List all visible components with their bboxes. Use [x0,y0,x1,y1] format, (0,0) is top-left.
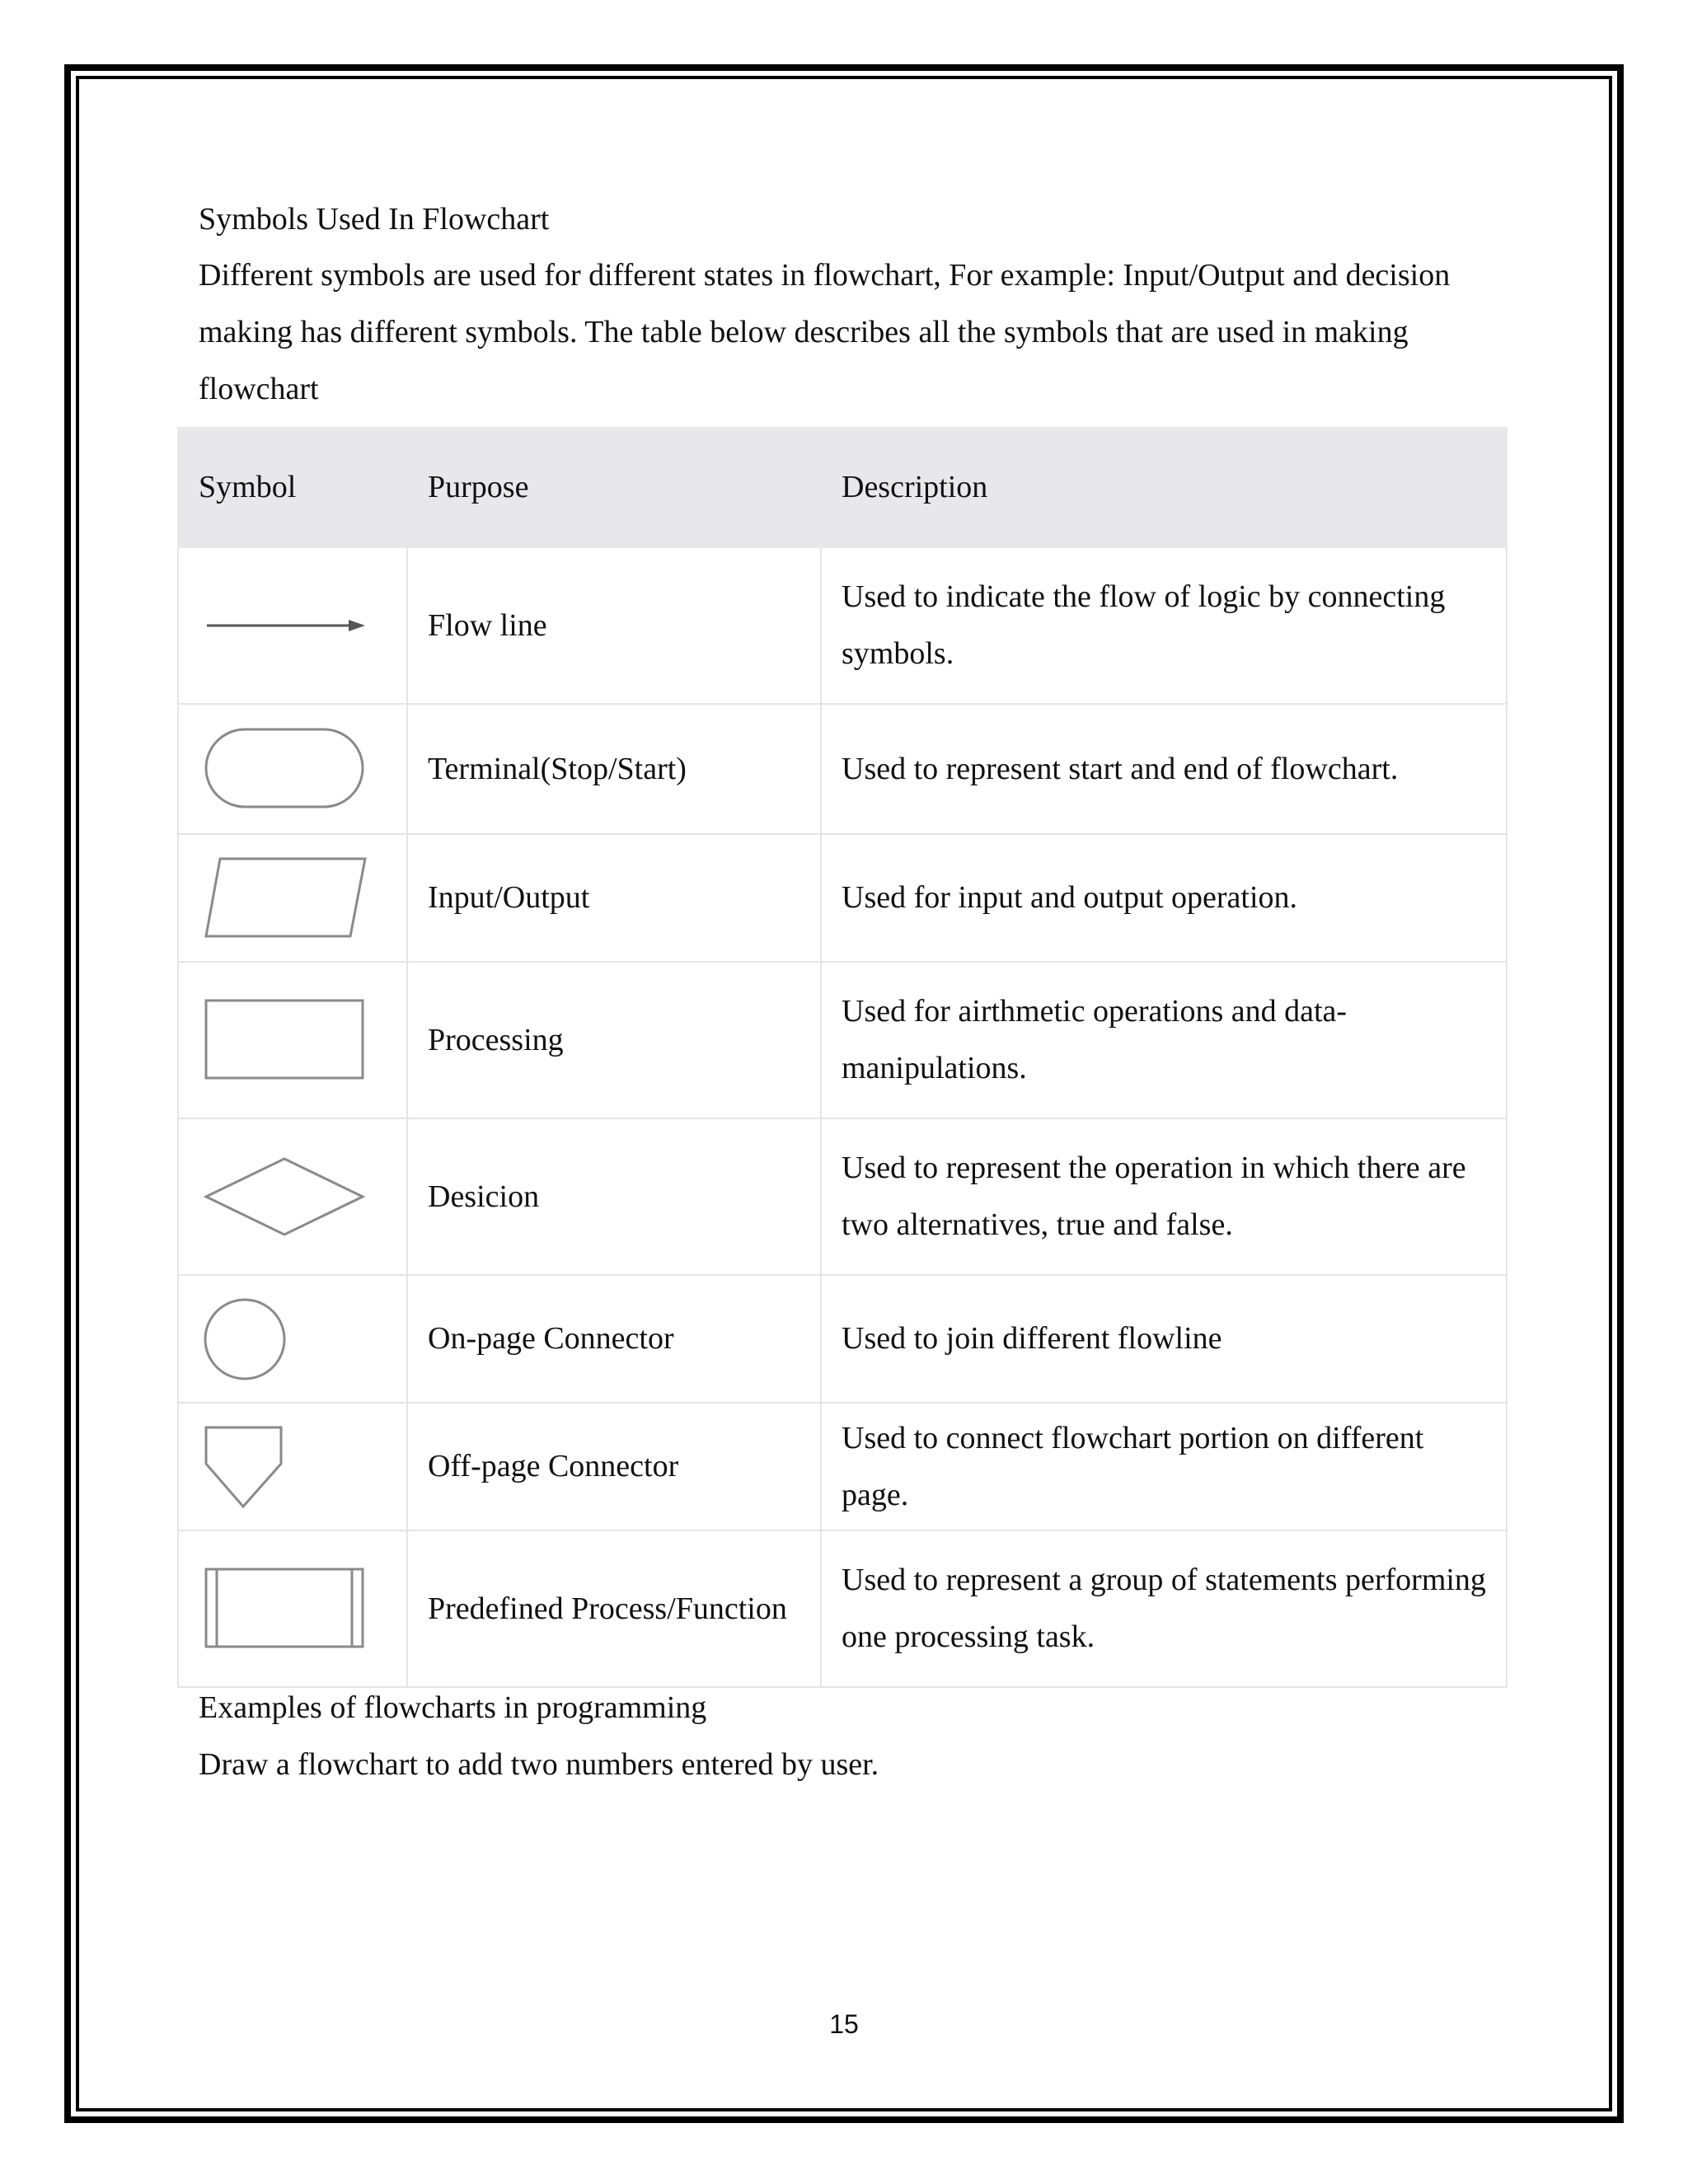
description-cell: Used to represent the operation in which there are two alternatives, true and false. [821,1118,1507,1275]
symbol-cell [178,1403,407,1530]
decision-diamond-icon [204,1154,368,1240]
table-row [178,547,1507,704]
purpose-cell: Off-page Connector [407,1403,821,1530]
symbol-cell [178,704,407,834]
description-cell: Used to indicate the flow of logic by connecting symbols. [821,547,1507,704]
purpose-cell: On-page Connector [407,1275,821,1403]
purpose-cell: Predefined Process/Function [407,1530,821,1687]
page-number: 15 [829,2009,859,2039]
symbol-cell [178,1530,407,1687]
symbol-cell [178,547,407,704]
off-page-connector-pentagon-icon [204,1424,368,1510]
intro-paragraph: Different symbols are used for different states in flowchart, For example: Input/Output and decision making has different symbols. The table below describes all the symbols that are used in making flowchart [199,258,1451,406]
symbol-cell [178,834,407,962]
purpose-cell: Processing [407,962,821,1118]
terminal-rounded-rect-icon [204,726,368,812]
description-cell: Used for airthmetic operations and data-manipulations. [821,962,1507,1118]
description-cell: Used to represent start and end of flowchart. [821,704,1507,834]
on-page-connector-circle-icon [204,1296,368,1382]
table-row [178,834,1507,962]
table-row [178,1275,1507,1403]
section-title: Symbols Used In Flowchart [199,202,550,237]
processing-rectangle-icon [204,997,368,1083]
description-cell: Used to join different flowline [821,1275,1507,1403]
symbol-cell [178,962,407,1118]
header-symbol: Symbol [178,428,407,547]
symbol-cell [178,1275,407,1403]
table-row [178,1403,1507,1530]
examples-heading: Examples of flowcharts in programming [199,1690,707,1725]
examples-task: Draw a flowchart to add two numbers entered by user. [199,1747,879,1782]
header-description: Description [821,428,1507,547]
table-row [178,1530,1507,1687]
examples-section [199,1680,1517,1793]
table-header-row [178,428,1507,547]
header-purpose: Purpose [407,428,821,547]
purpose-cell: Input/Output [407,834,821,962]
description-cell: Used for input and output operation. [821,834,1507,962]
purpose-cell: Desicion [407,1118,821,1275]
flowchart-symbols-table [177,427,1507,1688]
purpose-cell: Terminal(Stop/Start) [407,704,821,834]
table-row [178,704,1507,834]
input-output-parallelogram-icon [204,855,368,941]
description-cell: Used to represent a group of statements performing one processing task. [821,1530,1507,1687]
predefined-process-icon [204,1566,368,1652]
table-row [178,962,1507,1118]
description-cell: Used to connect flowchart portion on different page. [821,1403,1507,1530]
flow-line-arrow-icon [204,609,368,642]
table-row [178,1118,1507,1275]
purpose-cell: Flow line [407,547,821,704]
symbol-cell [178,1118,407,1275]
